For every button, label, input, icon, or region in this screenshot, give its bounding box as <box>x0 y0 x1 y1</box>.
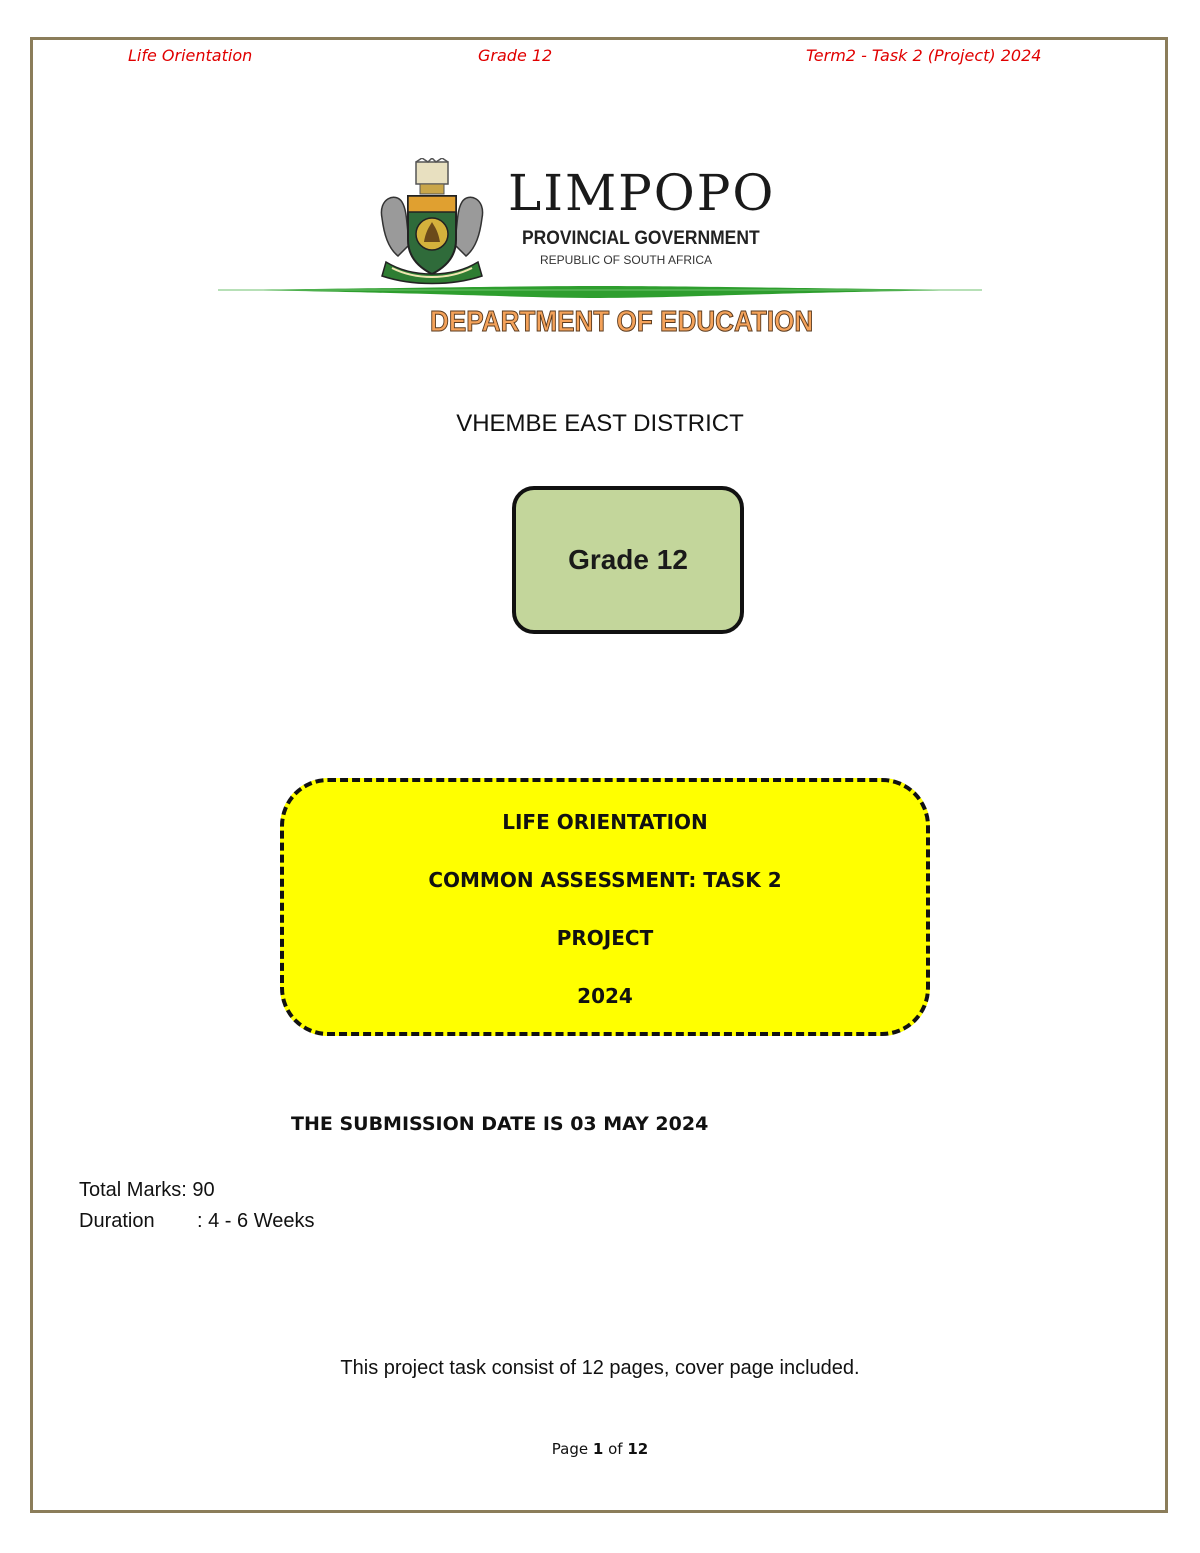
of-word: of <box>608 1440 623 1458</box>
title-line-year: 2024 <box>577 984 633 1008</box>
title-box <box>280 778 930 1036</box>
page-word: Page <box>551 1440 589 1458</box>
header-task: Term2 - Task 2 (Project) 2024 <box>806 46 1042 65</box>
submission-date: THE SUBMISSION DATE IS 03 MAY 2024 <box>291 1113 709 1135</box>
page-total: 12 <box>627 1440 649 1458</box>
limpopo-logo <box>372 158 776 286</box>
government-name: PROVINCIAL GOVERNMENT <box>522 228 760 249</box>
page-number <box>0 1440 1200 1458</box>
duration-value: : 4 - 6 Weeks <box>197 1210 315 1232</box>
district-name: VHEMBE EAST DISTRICT <box>456 410 744 437</box>
province-name: LIMPOPO <box>508 164 776 222</box>
total-marks-value: 90 <box>192 1179 215 1201</box>
grade-box <box>512 486 744 634</box>
title-line-assessment: COMMON ASSESSMENT: TASK 2 <box>428 868 782 892</box>
department-title: DEPARTMENT OF EDUCATION <box>430 306 814 338</box>
green-divider <box>218 284 982 298</box>
country-name: REPUBLIC OF SOUTH AFRICA <box>540 253 713 267</box>
duration-label: Duration <box>79 1210 155 1232</box>
page-count-note: This project task consist of 12 pages, cover page included. <box>340 1357 860 1379</box>
total-marks <box>79 1179 215 1202</box>
title-line-subject: LIFE ORIENTATION <box>502 810 708 834</box>
coat-of-arms-icon <box>372 158 492 286</box>
grade-box-label: Grade 12 <box>568 544 688 575</box>
page-current: 1 <box>592 1440 604 1458</box>
total-marks-label: Total Marks: <box>79 1179 187 1201</box>
duration <box>79 1210 314 1233</box>
title-line-project: PROJECT <box>556 926 654 950</box>
header-subject: Life Orientation <box>128 46 253 65</box>
header-grade: Grade 12 <box>478 46 553 65</box>
